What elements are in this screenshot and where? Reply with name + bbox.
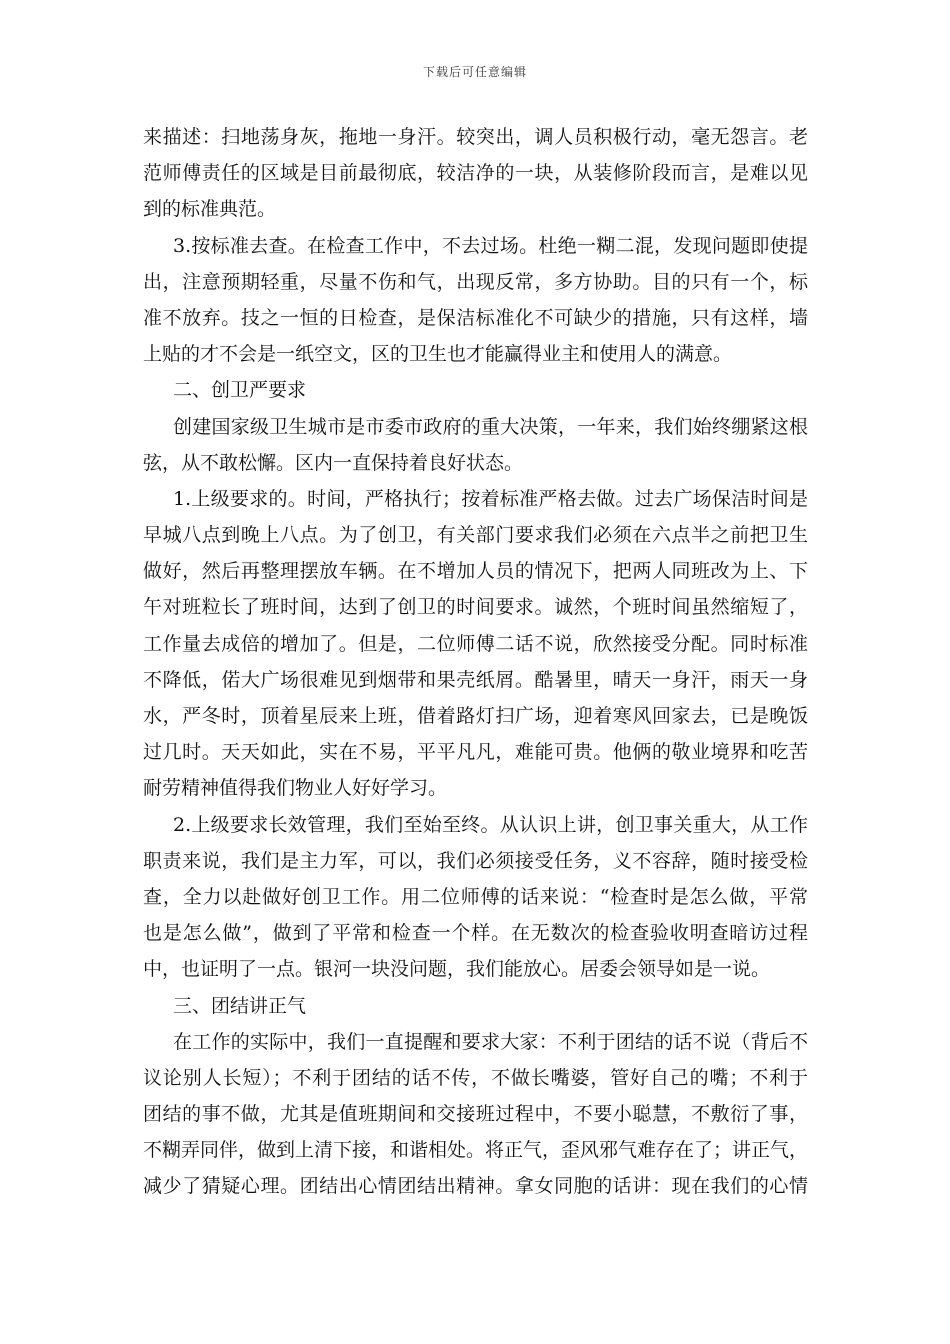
- text-line: 不糊弄同伴，做到上清下接，和谐相处。将正气，歪风邪气难存在了；讲正气，: [143, 1139, 808, 1162]
- text-line: 准不放弃。技之一恒的日检查，是保洁标准化不可缺少的措施，只有这样，墙: [143, 306, 808, 329]
- text-line: 查，全力以赴做好创卫工作。用二位师傅的话来说：“检查时是怎么做，平常: [143, 885, 808, 908]
- text-line: 出，注意预期轻重，尽量不伤和气，出现反常，多方协助。目的只有一个，标: [143, 270, 808, 293]
- text-line: 中，也证明了一点。银河一块没问题，我们能放心。居委会领导如是一说。: [143, 958, 771, 981]
- text-line: 到的标准典范。: [143, 198, 277, 221]
- text-line: 也是怎么做”，做到了平常和检查一个样。在无数次的检查验收明查暗访过程: [143, 922, 808, 945]
- text-line: 议论别人长短）；不利于团结的话不传，不做长嘴婆，管好自己的嘴；不利于: [143, 1066, 808, 1089]
- text-line: 过几时。天天如此，实在不易，平平凡凡，难能可贵。他俩的敬业境界和吃苦: [143, 741, 808, 764]
- text-line: 1.上级要求的。时间，严格执行；按着标准严格去做。过去广场保洁时间是: [173, 487, 808, 510]
- text-line: 3.按标准去查。在检查工作中，不去过场。杜绝一糊二混，发现问题即使提: [173, 234, 808, 257]
- text-line: 弦，从不敢松懈。区内一直保持着良好状态。: [143, 451, 524, 474]
- text-line: 职责来说，我们是主力军，可以，我们必须接受任务，义不容辞，随时接受检: [143, 849, 808, 872]
- text-line: 减少了猜疑心理。团结出心情团结出精神。拿女同胞的话讲：现在我们的心情: [143, 1175, 808, 1198]
- text-line: 在工作的实际中，我们一直提醒和要求大家：不利于团结的话不说（背后不: [173, 1030, 808, 1053]
- text-line: 午对班粒长了班时间，达到了创卫的时间要求。诚然，个班时间虽然缩短了，: [143, 596, 808, 619]
- text-line: 团结的事不做，尤其是值班期间和交接班过程中，不要小聪慧，不敷衍了事，: [143, 1103, 808, 1126]
- text-line: 三、团结讲正气: [173, 994, 307, 1017]
- text-line: 早城八点到晚上八点。为了创卫，有关部门要求我们必须在六点半之前把卫生: [143, 524, 808, 547]
- text-line: 耐劳精神值得我们物业人好好学习。: [143, 777, 448, 800]
- text-line: 不降低，偌大广场很难见到烟带和果壳纸屑。酷暑里，晴天一身汗，雨天一身: [143, 668, 808, 691]
- text-line: 2.上级要求长效管理，我们至始至终。从认识上讲，创卫事关重大，从工作: [173, 813, 808, 836]
- text-line: 范师傅责任的区域是目前最彻底，较洁净的一块，从装修阶段而言，是难以见: [143, 162, 808, 185]
- text-line: 工作量去成倍的增加了。但是，二位师傅二话不说，欣然接受分配。同时标准: [143, 632, 808, 655]
- text-line: 做好，然后再整理摆放车辆。在不增加人员的情况下，把两人同班改为上、下: [143, 560, 808, 583]
- text-line: 水，严冬时，顶着星辰来上班，借着路灯扫广场，迎着寒风回家去，已是晚饭: [143, 705, 808, 727]
- text-line: 二、创卫严要求: [173, 379, 307, 402]
- document-body: [143, 119, 808, 1205]
- text-line: 上贴的才不会是一纸空文，区的卫生也才能赢得业主和使用人的满意。: [143, 343, 733, 366]
- text-line: 创建国家级卫生城市是市委市政府的重大决策，一年来，我们始终绷紧这根: [173, 415, 808, 438]
- text-line: 来描述：扫地荡身灰，拖地一身汗。较突出，调人员积极行动，毫无怨言。老: [143, 126, 808, 148]
- page-header: 下载后可任意编辑: [422, 65, 527, 79]
